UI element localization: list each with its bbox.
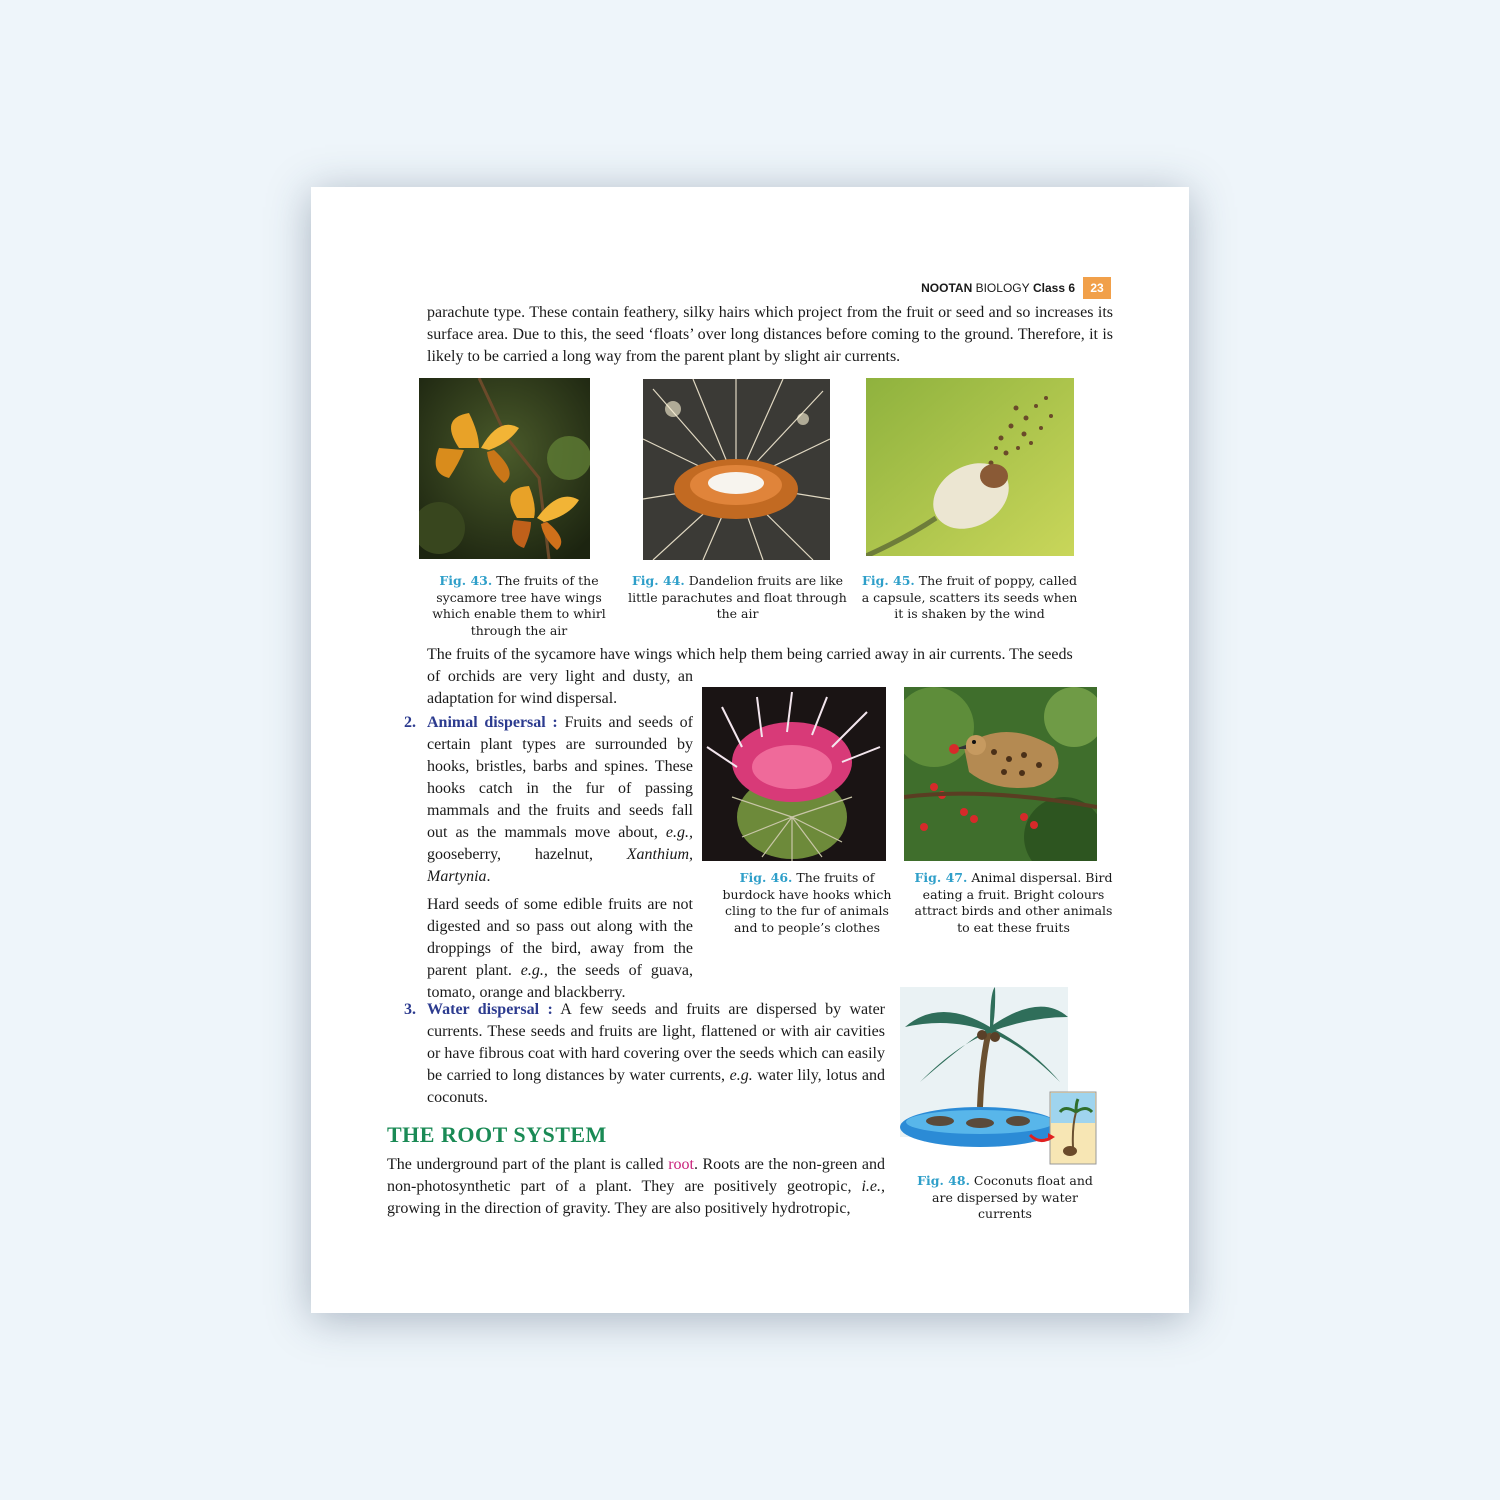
- fig46-caption: [721, 870, 893, 936]
- dandelion-photo: [643, 379, 830, 560]
- bird-eating-fruit-photo: [904, 687, 1097, 861]
- fig46-label: Fig. 46.: [739, 870, 793, 885]
- burdock-photo: [702, 687, 886, 861]
- animal-dispersal-para2: [427, 894, 693, 1004]
- sycamore-paragraph-line1: The fruits of the sycamore have wings which help them being carried away in air currents. The seeds: [427, 646, 1073, 663]
- fig43-label: Fig. 43.: [439, 573, 493, 588]
- root-text-mid: . Roots are the non-green and non-photosynthetic part of a plant. They are positively geotropic,: [387, 1156, 885, 1195]
- fig45-label: Fig. 45.: [861, 573, 915, 588]
- fig44-text: Dandelion fruits are like little parachutes and float through the air: [628, 573, 847, 621]
- root-system-paragraph: [387, 1154, 885, 1220]
- root-highlight-word: root: [668, 1156, 694, 1173]
- water-dispersal-term: Water dispersal :: [427, 1001, 553, 1018]
- water-dispersal-number: 3.: [404, 1001, 416, 1018]
- fig47-text: Animal dispersal. Bird eating a fruit. Bright colours attract birds and other animals to eat these fruits: [914, 870, 1113, 935]
- running-header: [921, 277, 1111, 299]
- fig48-label: Fig. 48.: [917, 1173, 970, 1188]
- fig48-text: Coconuts float and are dispersed by water currents: [932, 1173, 1093, 1221]
- fig47-caption: [911, 870, 1116, 936]
- fig44-label: Fig. 44.: [631, 573, 685, 588]
- animal-dispersal-eg: e.g.,: [665, 824, 694, 841]
- fig45-text: The fruit of poppy, called a capsule, scatters its seeds when it is shaken by the wind: [861, 573, 1078, 621]
- root-text-start: The underground part of the plant is called: [387, 1156, 664, 1173]
- poppy-photo: [866, 378, 1074, 556]
- animal-dispersal-number: 2.: [404, 714, 416, 731]
- header-class: Class 6: [1032, 281, 1075, 295]
- fig43-text: The fruits of the sycamore tree have wings which enable them to whirl through the air: [432, 573, 606, 638]
- animal-dispersal-para2-start: Hard seeds of some edible fruits are not digested and so pass out along with the droppings of the bird, away from the parent plant.: [427, 896, 693, 979]
- animal-dispersal-para2-eg: e.g.,: [520, 962, 548, 979]
- sycamore-paragraph-rest: of orchids are very light and dusty, an adaptation for wind dispersal.: [427, 668, 693, 707]
- intro-paragraph: parachute type. These contain feathery, silky hairs which project from the fruit or seed and so increases its surface area. Due to this, the seed ‘floats’ over long distances before coming to the ground. Therefore, it is likely to be carried a long way from the parent plant by slight air currents.: [427, 304, 1113, 365]
- section-title-root-system: THE ROOT SYSTEM: [387, 1122, 607, 1147]
- fig45-caption: [857, 573, 1082, 623]
- animal-dispersal-end: .: [486, 868, 491, 885]
- page-number-badge: 23: [1083, 277, 1111, 299]
- coconut-illustration: [900, 987, 1100, 1167]
- textbook-page: [311, 187, 1189, 1313]
- animal-dispersal-term: Animal dispersal :: [427, 714, 558, 731]
- water-dispersal-end: water lily, lotus and coconuts.: [427, 1067, 886, 1106]
- animal-dispersal-examples: gooseberry, hazelnut,: [427, 846, 594, 863]
- header-subject: BIOLOGY: [975, 281, 1030, 295]
- fig47-label: Fig. 47.: [914, 870, 968, 885]
- animal-dispersal-text: Fruits and seeds of certain plant types are surrounded by hooks, bristles, barbs and spines. These hooks catch in the fur of passing mammals and the fruits and seeds fall out as the mammals move about,: [427, 714, 693, 841]
- water-dispersal-item: [404, 999, 885, 1109]
- water-dispersal-text: A few seeds and fruits are dispersed by water currents. These seeds and fruits are light, flattened or with air cavities or have fibrous coat with hard covering over the seeds which can easily be carried to long distances by water currents,: [427, 1001, 885, 1084]
- sycamore-photo: [419, 378, 590, 559]
- header-brand: NOOTAN: [921, 281, 973, 295]
- animal-dispersal-species: Xanthium, Martynia: [427, 846, 693, 885]
- animal-dispersal-item: [404, 712, 693, 1004]
- fig44-caption: [627, 573, 848, 623]
- fig48-caption: [909, 1173, 1101, 1223]
- root-text-ie: i.e.,: [861, 1178, 886, 1195]
- fig43-caption: [419, 573, 619, 639]
- water-dispersal-eg: e.g.: [729, 1067, 753, 1084]
- root-text-end: growing in the direction of gravity. They are also positively hydrotropic,: [387, 1200, 851, 1217]
- animal-dispersal-para2-end: the seeds of guava, tomato, orange and blackberry.: [427, 962, 694, 1001]
- fig46-text: The fruits of burdock have hooks which cling to the fur of animals and to people’s clothes: [722, 870, 892, 935]
